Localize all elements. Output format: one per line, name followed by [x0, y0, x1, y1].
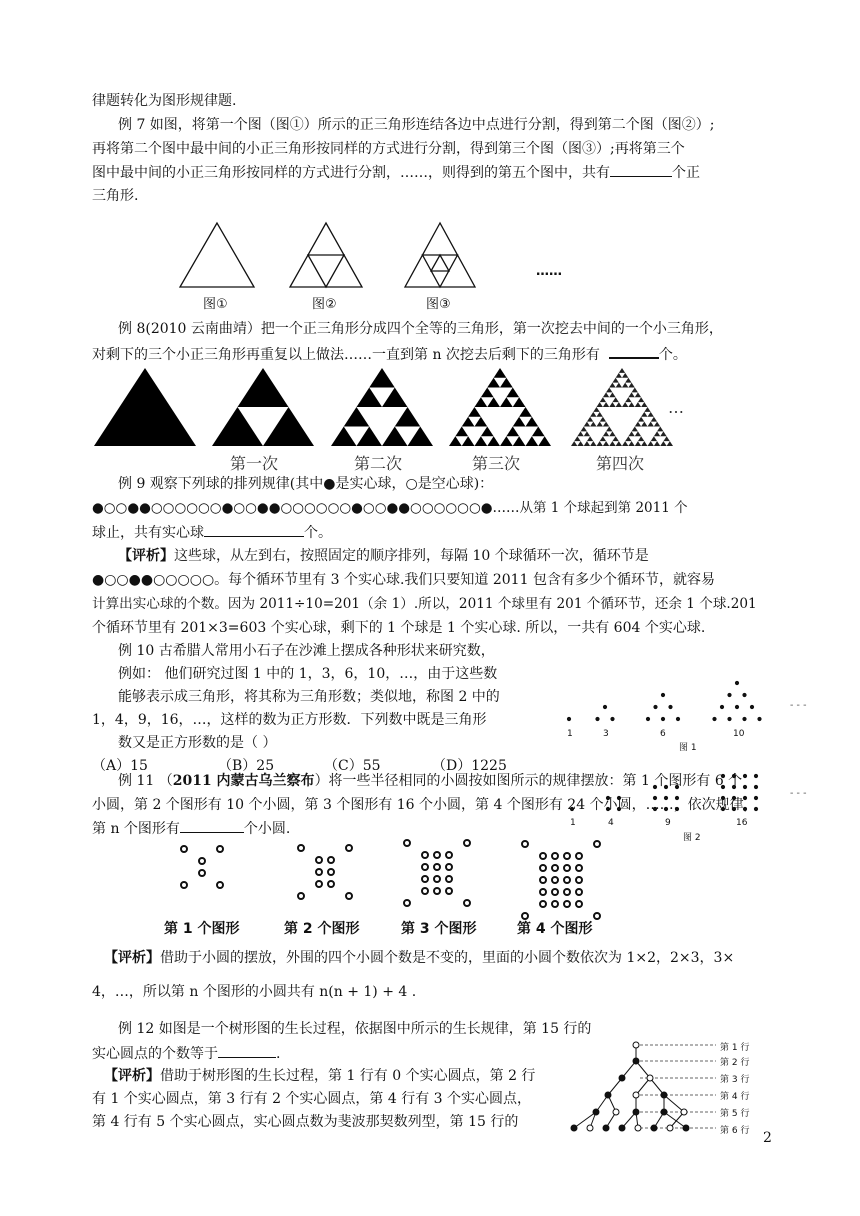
an12-tag: 【评析】	[104, 1068, 160, 1084]
ex11-line-1-b: ）将一些半径相同的小圆按如图所示的规律摆放：第 1 个图形有 6 个	[314, 773, 743, 789]
tree-row-4: 第 4 行	[720, 1092, 750, 1102]
an12-line-1-text: 借助于树形图的生长过程，第 1 行有 0 个实心圆点，第 2 行	[160, 1068, 536, 1084]
ex9-line-3-tail: 个。	[304, 525, 332, 541]
tree-branch	[664, 1095, 684, 1112]
ex10-opt-a[interactable]: （A）15	[92, 758, 148, 774]
ex7-label-1: 图①	[203, 297, 228, 312]
hollow-dot	[647, 1075, 653, 1081]
hollow-dot	[613, 1109, 619, 1115]
solid-dot	[683, 1125, 689, 1131]
ex7-line-3-text: 图中最中间的小正三角形按同样的方式进行分割，……，则得到的第五个图中，共有	[92, 165, 610, 181]
solid-dot	[633, 1058, 639, 1064]
ex10-line-5: 数又是正方形数的是（ ）	[118, 735, 277, 751]
ex9-line-2: ●○○●●○○○○○○●○○●●○○○○○○●○○●●○○○○○○●……从第 1 个球起到第 2011 个	[92, 500, 688, 516]
ex7-line-3-tail: 个正	[672, 165, 700, 181]
fig1-num-1: 1	[567, 729, 573, 739]
solid-dot	[651, 1125, 657, 1131]
an9-tag: 【评析】	[118, 548, 174, 564]
ex11-source: 2011 内蒙古乌兰察布	[172, 773, 315, 789]
ex11-line-3-tail: 个小圆.	[243, 821, 291, 837]
ex11-label-1: 第 1 个图形	[164, 921, 240, 937]
solid-dot	[619, 1125, 625, 1131]
ex8-line-2-text: 对剩下的三个小正三角形再重复以上做法……一直到第 n 次挖去后剩下的三角形有	[92, 347, 600, 363]
ex8-line-1: 例 8(2010 云南曲靖）把一个正三角形分成四个全等的三角形，第一次挖去中间的一个小三角形，	[118, 321, 723, 337]
solid-dot	[605, 1092, 611, 1098]
solid-dot	[661, 1109, 667, 1115]
fig1-continue: - - -	[790, 700, 807, 711]
an9-line-4: 个循环节里有 201×3=603 个实心球，剩下的 1 个球是 1 个实心球. 所以，一共有 604 个实心球.	[92, 620, 706, 636]
fig1-num-6: 6	[660, 729, 666, 739]
ex10-opt-d[interactable]: （D）1225	[432, 758, 507, 774]
ex8-label-1: 第一次	[230, 454, 279, 473]
ex8-ellipsis: …	[668, 398, 684, 417]
line-intro: 律题转化为图形规律题.	[92, 93, 237, 109]
fig1-num-10: 10	[733, 729, 745, 739]
ex10-opt-c[interactable]: （C）55	[324, 758, 381, 774]
ex12-line-1: 例 12 如图是一个树形图的生长过程，依据图中所示的生长规律，第 15 行的	[118, 1021, 592, 1037]
ex12-line-2-tail: .	[276, 1046, 281, 1062]
ex12-line-2-text: 实心圆点的个数等于	[92, 1046, 218, 1062]
an9-line-1-text: 这些球，从左到右，按照固定的顺序排列，每隔 10 个球循环一次，循环节是	[174, 548, 649, 564]
fig2-caption: 图 2	[683, 833, 701, 843]
solid-dot	[593, 1109, 599, 1115]
ex8-label-2: 第二次	[354, 454, 403, 473]
ex11-label-4: 第 4 个图形	[517, 921, 593, 937]
tree-row-2: 第 2 行	[720, 1058, 750, 1068]
ex11-line-1-a: 例 11 （	[118, 773, 173, 789]
ex10-line-1: 例 10 古希腊人常用小石子在沙滩上摆成各种形状来研究数，	[118, 643, 495, 659]
ex7-line-2: 再将第二个图中最中间的小正三角形按同样的方式进行分割，得到第三个图（图③）;再将第三个	[92, 141, 685, 157]
fig2-continue: - - -	[790, 788, 807, 799]
ex9-line-1: 例 9 观察下列球的排列规律(其中●是实心球，○是空心球)：	[118, 476, 494, 492]
hollow-dot	[667, 1125, 673, 1131]
ex10-line-2: 例如： 他们研究过图 1 中的 1，3，6，10，…，由于这些数	[118, 666, 498, 682]
fig2-num-9: 9	[665, 818, 671, 828]
an12-line-2: 有 1 个实心圆点，第 3 行有 2 个实心圆点，第 4 行有 3 个实心圆点，	[92, 1091, 532, 1107]
ex8-line-2-tail: 个。	[658, 347, 687, 363]
hollow-dot	[587, 1125, 593, 1131]
ex7-label-2: 图②	[312, 297, 337, 312]
ex8-label-3: 第三次	[472, 454, 521, 473]
solid-dot	[619, 1075, 625, 1081]
tree-row-6: 第 6 行	[720, 1126, 750, 1136]
tree-row-3: 第 3 行	[720, 1075, 750, 1085]
ex7-line-4: 三角形.	[92, 188, 139, 204]
hollow-dot	[635, 1125, 641, 1131]
tree-row-1: 第 1 行	[720, 1043, 750, 1053]
fig2-num-4: 4	[608, 818, 614, 828]
hollow-dot	[633, 1042, 639, 1048]
solid-dot	[603, 1125, 609, 1131]
ex11-line-3-text: 第 n 个图形有	[92, 821, 180, 837]
an9-line-2: ●○○●●○○○○○。每个循环节里有 3 个实心球.我们只要知道 2011 包含有多少个循环节，就容易	[92, 572, 715, 588]
fig2-num-1: 1	[570, 818, 576, 828]
ex11-label-3: 第 3 个图形	[401, 921, 477, 937]
an11-line-2: 4，…，所以第 n 个图形的小圆共有 n(n + 1) + 4 .	[92, 984, 417, 1000]
fig2-num-16: 16	[736, 818, 748, 828]
page-number: 2	[763, 1130, 772, 1146]
hollow-dot	[681, 1109, 687, 1115]
hollow-dot	[633, 1092, 639, 1098]
ex9-line-3-text: 球止，共有实心球	[92, 525, 204, 541]
ex10-line-3: 能够表示成三角形，将其称为三角形数；类似地，称图 2 中的	[118, 689, 500, 705]
ex7-line-1: 例 7 如图，将第一个图（图①）所示的正三角形连结各边中点进行分割，得到第二个图（图②）;	[118, 117, 715, 133]
solid-dot	[633, 1109, 639, 1115]
ex10-opt-b[interactable]: （B）25	[218, 758, 275, 774]
tree-row-5: 第 5 行	[720, 1109, 750, 1119]
an9-line-3: 计算出实心球的个数。因为 2011÷10=201（余 1）.所以，2011 个球里有 201 个循环节，还余 1 个球.201	[92, 596, 757, 612]
ex8-label-4: 第四次	[596, 454, 645, 473]
an11-line-1-text: 借助于小圆的摆放，外围的四个小圆个数是不变的，里面的小圆个数依次为 1×2，2×3，3×	[160, 950, 735, 966]
an11-tag: 【评析】	[104, 950, 160, 966]
ex11-label-2: 第 2 个图形	[284, 921, 360, 937]
ex11-line-2: 小圆，第 2 个图形有 10 个小圆，第 3 个图形有 16 个小圆，第 4 个图形有 24 个小圆，……，依次规律，	[92, 797, 758, 813]
an12-line-3: 第 4 行有 5 个实心圆点，实心圆点数为斐波那契数列型，第 15 行的	[92, 1114, 519, 1130]
fig1-caption: 图 1	[679, 743, 697, 753]
ex10-line-4: 1，4，9，16，…，这样的数为正方形数．下列数中既是三角形	[92, 712, 487, 728]
solid-dot	[661, 1092, 667, 1098]
ex7-ellipsis: ……	[536, 264, 562, 279]
fig1-num-3: 3	[603, 729, 609, 739]
ex7-label-3: 图③	[426, 297, 451, 312]
solid-dot	[571, 1125, 577, 1131]
